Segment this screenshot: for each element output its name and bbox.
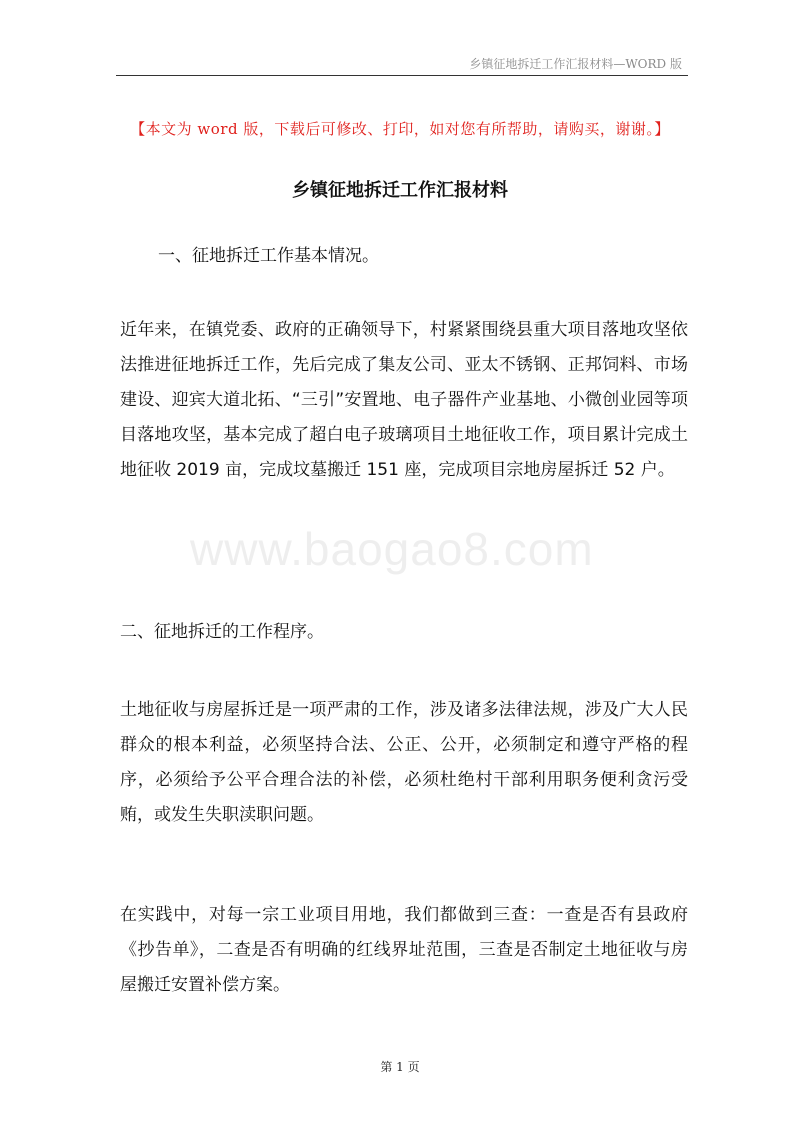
section2-paragraph-1: 土地征收与房屋拆迁是一项严肃的工作，涉及诸多法律法规，涉及广大人民群众的根本利益，必须坚持合法、公正、公开，必须制定和遵守严格的程序，必须给予公平合理合法的补偿，必须杜绝村干部利用职务便利贪污受贿，或发生失职渎职问题。 xyxy=(120,700,688,825)
header-divider xyxy=(116,75,688,76)
running-header: 乡镇征地拆迁工作汇报材料—WORD 版 xyxy=(469,57,682,71)
section2-heading: 二、征地拆迁的工作程序。 xyxy=(120,622,324,642)
section2-paragraph-2: 在实践中，对每一宗工业项目用地，我们都做到三查：一查是否有县政府《抄告单》，二查是否有明确的红线界址范围，三查是否制定土地征收与房屋搬迁安置补偿方案。 xyxy=(120,905,688,995)
site-watermark: www.baogao8.com xyxy=(190,523,594,575)
purchase-notice: 【本文为 word 版，下载后可修改、打印，如对您有所帮助，请购买，谢谢。】 xyxy=(130,120,670,138)
page-number: 第 1 页 xyxy=(380,1060,420,1074)
document-title: 乡镇征地拆迁工作汇报材料 xyxy=(292,180,508,201)
section1-heading: 一、征地拆迁工作基本情况。 xyxy=(158,246,379,266)
section1-paragraph: 近年来，在镇党委、政府的正确领导下，村紧紧围绕县重大项目落地攻坚依法推进征地拆迁工作，先后完成了集友公司、亚太不锈钢、正邦饲料、市场建设、迎宾大道北拓、“三引”安置地、电子器件产业基地、小微创业园等项目落地攻坚，基本完成了超白电子玻璃项目土地征收工作，项目累计完成土地征收 2019 亩，完成坟墓搬迁 151 座，完成项目宗地房屋拆迁 52 户。 xyxy=(120,320,688,480)
